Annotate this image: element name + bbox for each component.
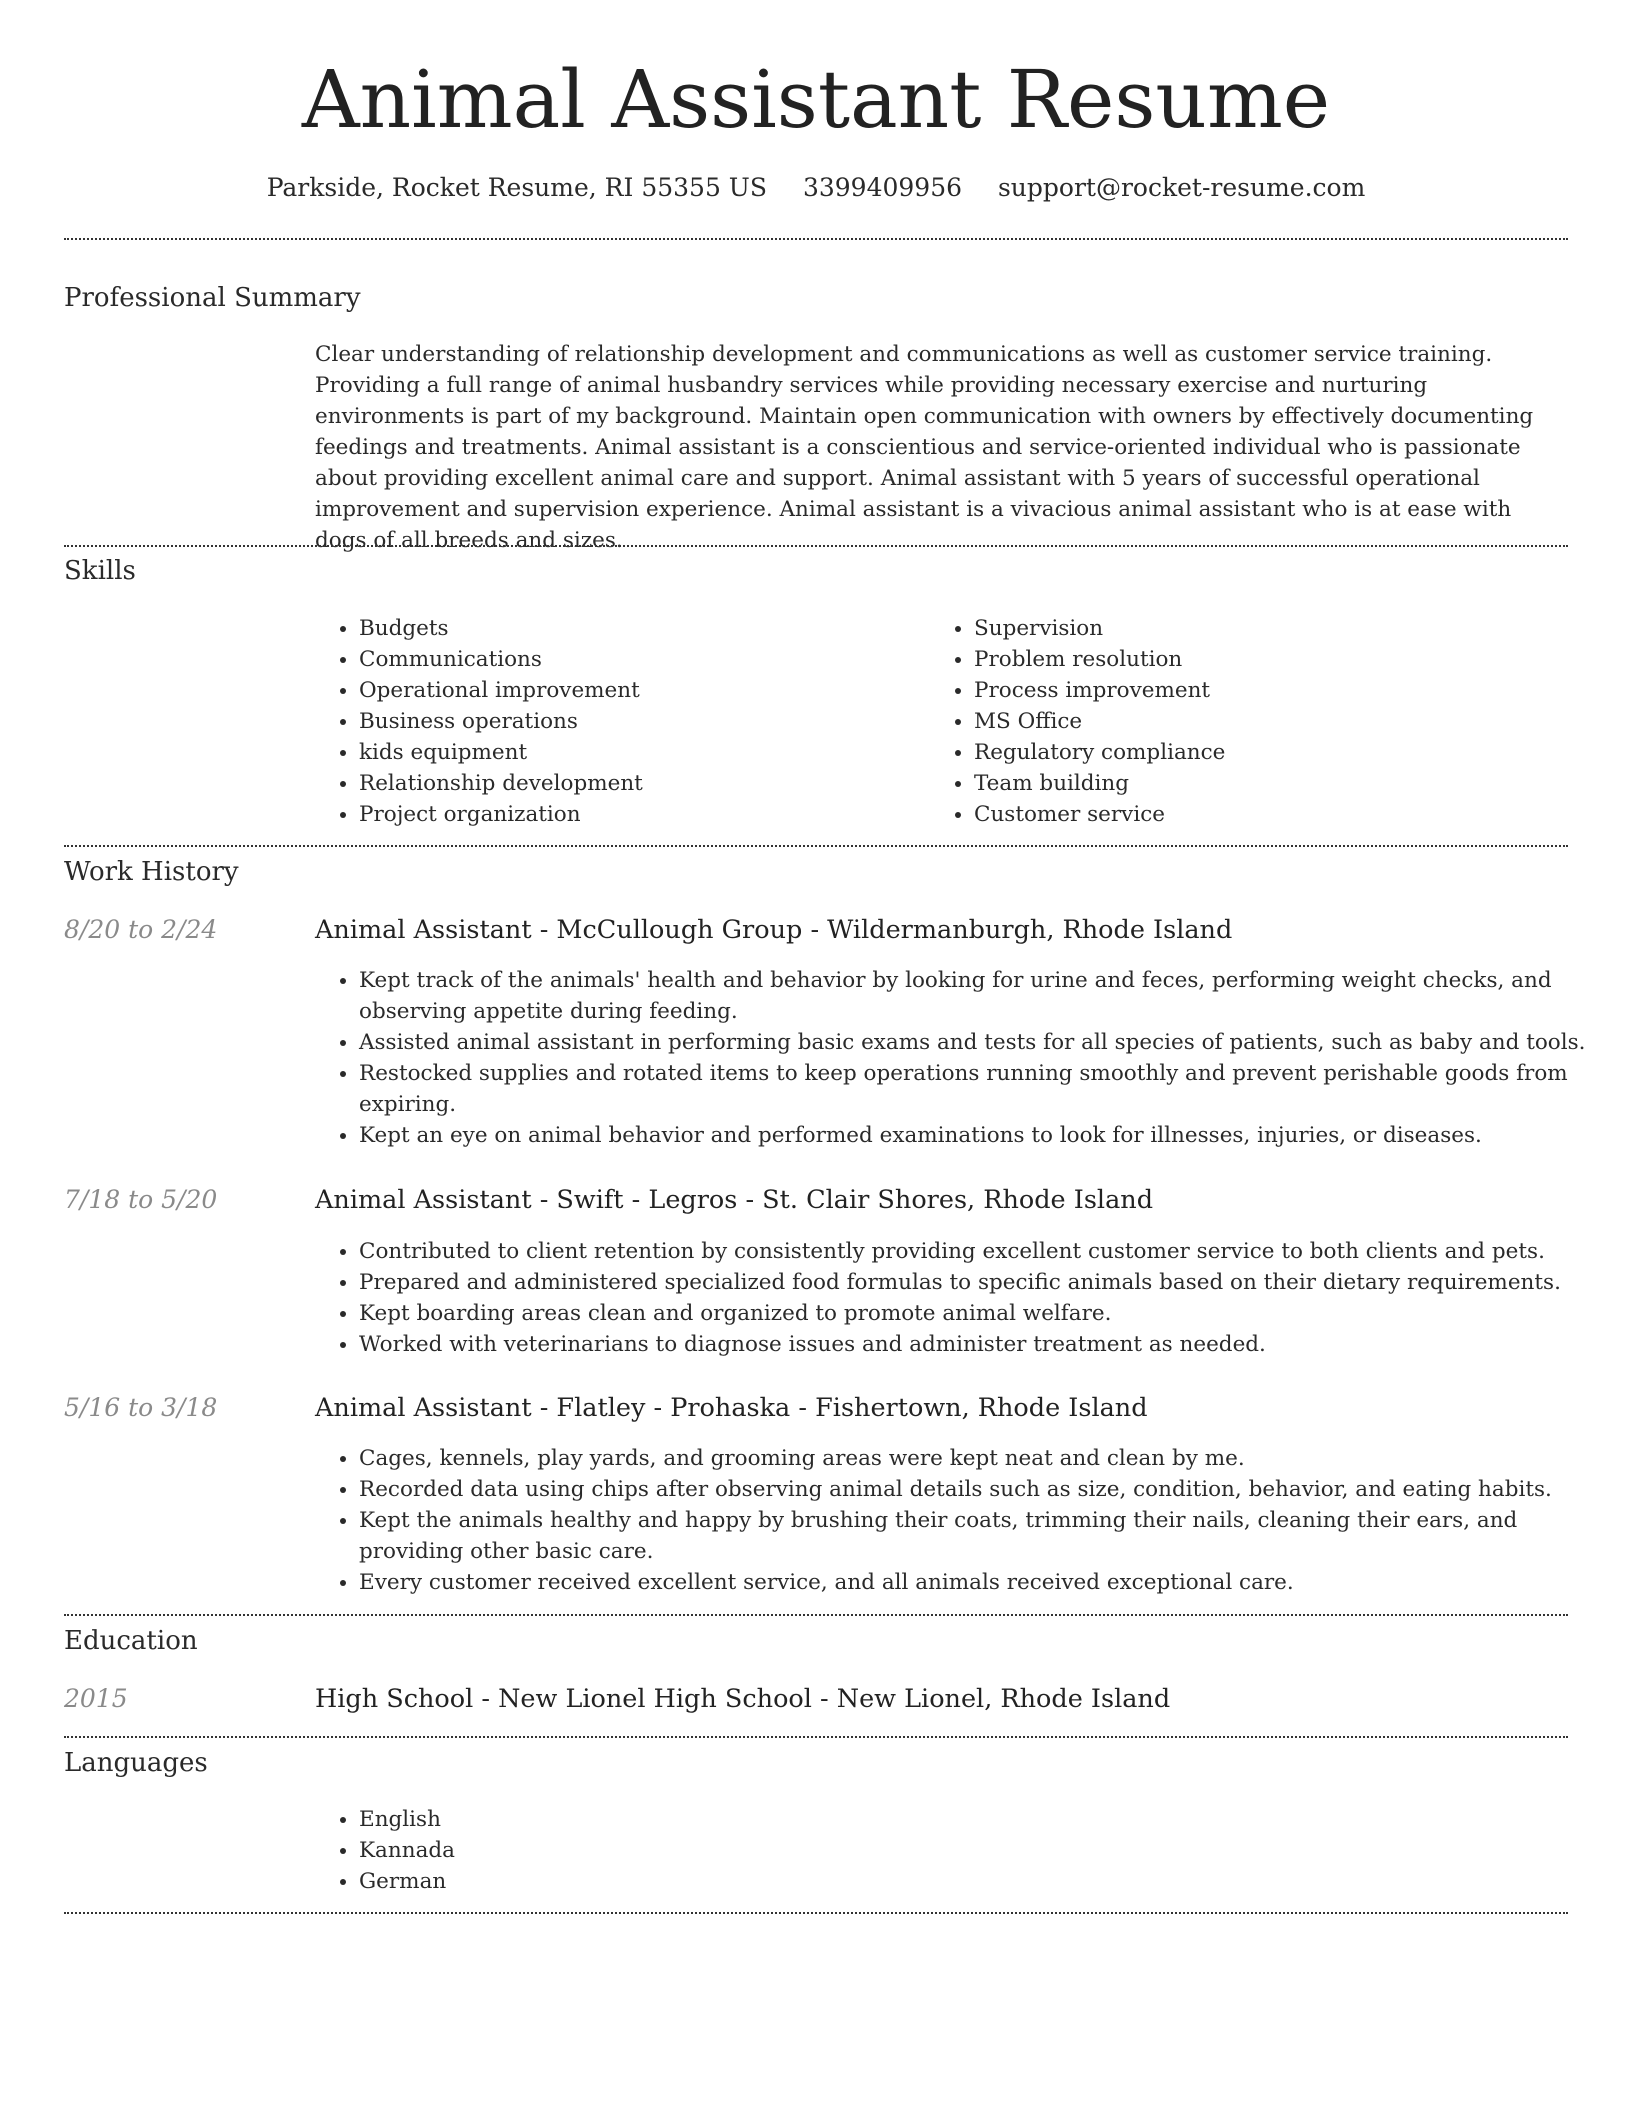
job-title: Animal Assistant - Flatley - Prohaska - Fishertown, Rhode Island (315, 1393, 1148, 1423)
divider (64, 1614, 1568, 1616)
language-item: • Kannada (359, 1835, 959, 1866)
skill-item: • Relationship development (359, 768, 919, 799)
section-heading-work: Work History (64, 857, 239, 887)
job-bullet: • Every customer received excellent service, and all animals received exceptional care. (359, 1567, 1589, 1598)
divider (64, 1912, 1568, 1914)
job-bullets (315, 965, 1589, 1151)
education-entry: High School - New Lionel High School - New Lionel, Rhode Island (315, 1684, 1171, 1714)
languages-list (315, 1804, 959, 1897)
skill-item: • Problem resolution (974, 644, 1574, 675)
job-bullet: • Worked with veterinarians to diagnose issues and administer treatment as needed. (359, 1329, 1589, 1360)
contact-line (0, 171, 1632, 205)
divider (64, 845, 1568, 847)
skill-item: • kids equipment (359, 737, 919, 768)
job-dates: 7/18 to 5/20 (64, 1185, 218, 1214)
language-item: • German (359, 1866, 959, 1897)
divider (64, 238, 1568, 240)
education-year: 2015 (64, 1684, 128, 1713)
skill-item: • Operational improvement (359, 675, 919, 706)
section-heading-languages: Languages (64, 1748, 208, 1778)
contact-phone: 3399409956 (802, 173, 963, 202)
skill-item: • Budgets (359, 613, 919, 644)
job-dates: 8/20 to 2/24 (64, 915, 218, 944)
job-bullets (315, 1236, 1589, 1360)
job-bullet: • Restocked supplies and rotated items to keep operations running smoothly and prevent perishable goods from expiring. (359, 1058, 1589, 1120)
job-bullet: • Kept boarding areas clean and organized to promote animal welfare. (359, 1298, 1589, 1329)
skill-item: • Project organization (359, 799, 919, 830)
job-title: Animal Assistant - Swift - Legros - St. Clair Shores, Rhode Island (315, 1185, 1154, 1215)
skill-item: • MS Office (974, 706, 1574, 737)
section-heading-education: Education (64, 1626, 198, 1656)
language-item: • English (359, 1804, 959, 1835)
section-heading-summary: Professional Summary (64, 283, 361, 313)
job-title: Animal Assistant - McCullough Group - Wildermanburgh, Rhode Island (315, 915, 1233, 945)
job-bullet: • Assisted animal assistant in performing basic exams and tests for all species of patients, such as baby and tools. (359, 1027, 1589, 1058)
skill-item: • Business operations (359, 706, 919, 737)
skills-list-left (315, 613, 919, 830)
summary-text: Clear understanding of relationship development and communications as well as customer service training. Providing a full range of animal husbandry services while providing necessary exercise and nurturing environments is part of my background. Maintain open communication with owners by effectively documenting feedings and treatments. Animal assistant is a conscientious and service-oriented individual who is passionate about providing excellent animal care and support. Animal assistant with 5 years of successful operational improvement and supervision experience. Animal assistant is a vivacious animal assistant who is at ease with dogs of all breeds and sizes. (315, 342, 1534, 553)
job-bullets (315, 1443, 1589, 1598)
skill-item: • Regulatory compliance (974, 737, 1574, 768)
job-bullet: • Kept track of the animals' health and behavior by looking for urine and feces, performing weight checks, and observing appetite during feeding. (359, 965, 1589, 1027)
divider (64, 545, 1568, 547)
skill-item: • Process improvement (974, 675, 1574, 706)
skill-item: • Supervision (974, 613, 1574, 644)
resume-title: Animal Assistant Resume (301, 53, 1331, 146)
skill-item: • Team building (974, 768, 1574, 799)
skill-item: • Communications (359, 644, 919, 675)
job-bullet: • Recorded data using chips after observing animal details such as size, condition, behavior, and eating habits. (359, 1474, 1589, 1505)
skills-list-right (930, 613, 1574, 830)
skill-item: • Customer service (974, 799, 1574, 830)
job-dates: 5/16 to 3/18 (64, 1393, 218, 1422)
job-bullet: • Kept the animals healthy and happy by brushing their coats, trimming their nails, cleaning their ears, and providing other basic care. (359, 1505, 1589, 1567)
job-bullet: • Contributed to client retention by consistently providing excellent customer service to both clients and pets. (359, 1236, 1589, 1267)
divider (64, 1736, 1568, 1738)
job-bullet: • Prepared and administered specialized food formulas to specific animals based on their dietary requirements. (359, 1267, 1589, 1298)
job-bullet: • Cages, kennels, play yards, and grooming areas were kept neat and clean by me. (359, 1443, 1589, 1474)
contact-address: Parkside, Rocket Resume, RI 55355 US (266, 173, 767, 202)
job-bullet: • Kept an eye on animal behavior and performed examinations to look for illnesses, injuries, or diseases. (359, 1120, 1589, 1151)
section-heading-skills: Skills (64, 556, 136, 586)
contact-email: support@rocket-resume.com (997, 173, 1366, 202)
